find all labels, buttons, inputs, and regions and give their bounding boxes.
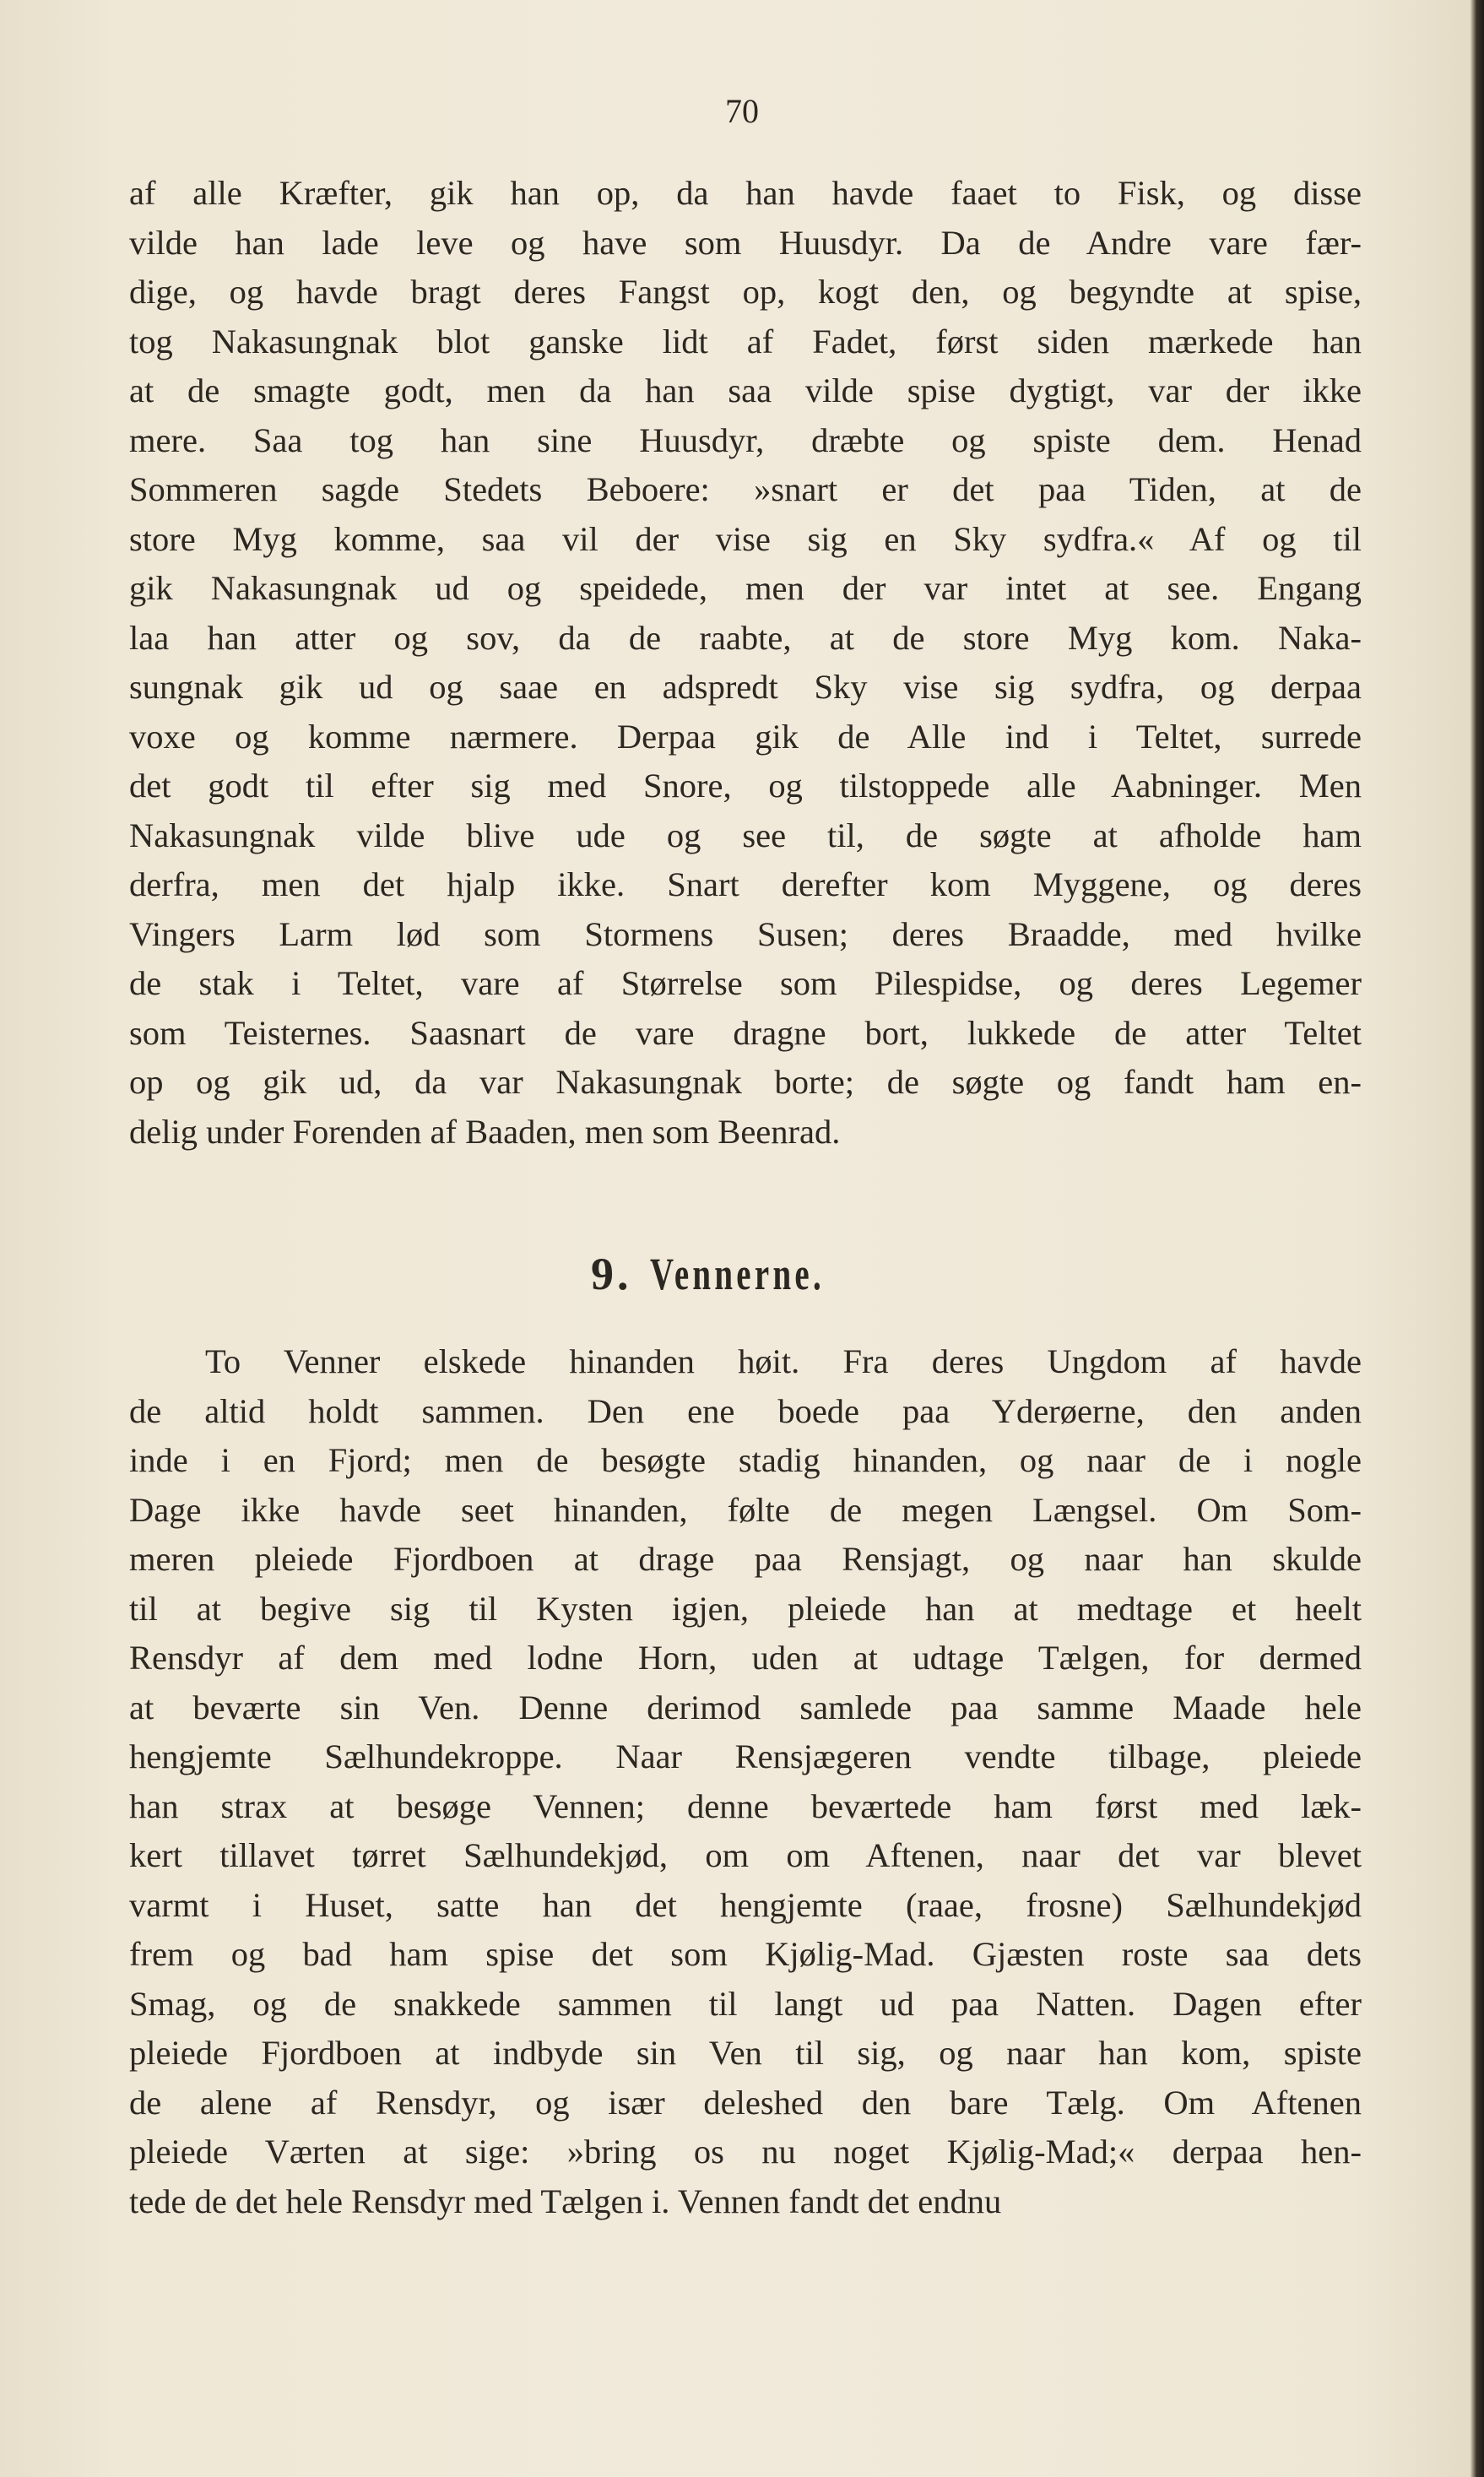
text-line: til at begive sig til Kysten igjen, pleiede han at medtage et heelt	[129, 1589, 1362, 1628]
paragraph-1	[129, 169, 1362, 1157]
text-line: tog Nakasungnak blot ganske lidt af Fadet, først siden mærkede han	[129, 322, 1362, 360]
text-line: store Myg komme, saa vil der vise sig en Sky sydfra.« Af og til	[129, 519, 1362, 558]
text-line: Dage ikke havde seet hinanden, følte de megen Længsel. Om Som-	[129, 1490, 1362, 1529]
paragraph-2	[129, 1337, 1362, 2226]
text-line: laa han atter og sov, da de raabte, at de store Myg kom. Naka-	[129, 618, 1362, 657]
text-line: han strax at besøge Vennen; denne beværtede ham først med læk-	[129, 1786, 1362, 1825]
text-line: det godt til efter sig med Snore, og tilstoppede alle Aabninger. Men	[129, 767, 1362, 805]
text-line: pleiede Fjordboen at indbyde sin Ven til sig, og naar han kom, spiste	[129, 2034, 1362, 2072]
text-line: delig under Forenden af Baaden, men som Beenrad.	[129, 1112, 841, 1151]
text-line: sungnak gik ud og saae en adspredt Sky vise sig sydfra, og derpaa	[129, 668, 1362, 706]
text-line: at de smagte godt, men da han saa vilde spise dygtigt, var der ikke	[129, 371, 1362, 409]
text-line: op og gik ud, da var Nakasungnak borte; de søgte og fandt ham en-	[129, 1063, 1362, 1101]
page-edge-shadow	[1470, 0, 1484, 2477]
section-number: 9.	[590, 1249, 632, 1299]
text-line: gik Nakasungnak ud og speidede, men der var intet at see. Engang	[129, 569, 1362, 607]
text-line: de alene af Rensdyr, og især deleshed den bare Tælg. Om Aftenen	[129, 2083, 1362, 2122]
text-line: Vingers Larm lød som Stormens Susen; deres Braadde, med hvilke	[129, 914, 1362, 953]
text-line: Sommeren sagde Stedets Beboere: »snart er det paa Tiden, at de	[129, 470, 1362, 508]
text-line: hengjemte Sælhundekroppe. Naar Rensjægeren vendte tilbage, pleiede	[129, 1737, 1362, 1775]
text-line: af alle Kræfter, gik han op, da han havde faaet to Fisk, og disse	[129, 174, 1362, 212]
section-title: Vennerne.	[650, 1249, 826, 1299]
section-heading	[0, 1246, 1484, 1302]
text-line: To Venner elskede hinanden høit. Fra deres Ungdom af havde	[205, 1342, 1362, 1380]
text-line: meren pleiede Fjordboen at drage paa Rensjagt, og naar han skulde	[129, 1540, 1362, 1578]
text-line: tede de det hele Rensdyr med Tælgen i. Vennen fandt det endnu	[129, 2182, 1002, 2220]
text-line: inde i en Fjord; men de besøgte stadig hinanden, og naar de i nogle	[129, 1441, 1362, 1479]
text-line: de altid holdt sammen. Den ene boede paa Yderøerne, den anden	[129, 1391, 1362, 1430]
text-line: Rensdyr af dem med lodne Horn, uden at udtage Tælgen, for dermed	[129, 1639, 1362, 1677]
text-line: mere. Saa tog han sine Huusdyr, dræbte og spiste dem. Henad	[129, 420, 1362, 459]
text-line: kert tillavet tørret Sælhundekjød, om om Aftenen, naar det var blevet	[129, 1836, 1362, 1874]
text-line: som Teisternes. Saasnart de vare dragne bort, lukkede de atter Teltet	[129, 1013, 1362, 1052]
text-line: Nakasungnak vilde blive ude og see til, de søgte at afholde ham	[129, 816, 1362, 854]
text-line: frem og bad ham spise det som Kjølig-Mad. Gjæsten roste saa dets	[129, 1935, 1362, 1973]
text-line: dige, og havde bragt deres Fangst op, kogt den, og begyndte at spise,	[129, 273, 1362, 311]
page-number: 70	[725, 92, 759, 130]
text-line: pleiede Værten at sige: »bring os nu noget Kjølig-Mad;« derpaa hen-	[129, 2133, 1362, 2171]
text-line: vilde han lade leve og have som Huusdyr. Da de Andre vare fær-	[129, 223, 1362, 262]
text-line: voxe og komme nærmere. Derpaa gik de Alle ind i Teltet, surrede	[129, 717, 1362, 756]
text-line: derfra, men det hjalp ikke. Snart derefter kom Myggene, og deres	[129, 865, 1362, 903]
text-line: Smag, og de snakkede sammen til langt ud paa Natten. Dagen efter	[129, 1984, 1362, 2023]
text-line: varmt i Huset, satte han det hengjemte (raae, frosne) Sælhundekjød	[129, 1885, 1362, 1924]
text-line: at beværte sin Ven. Denne derimod samlede paa samme Maade hele	[129, 1688, 1362, 1726]
text-line: de stak i Teltet, vare af Størrelse som Pilespidse, og deres Legemer	[129, 964, 1362, 1002]
